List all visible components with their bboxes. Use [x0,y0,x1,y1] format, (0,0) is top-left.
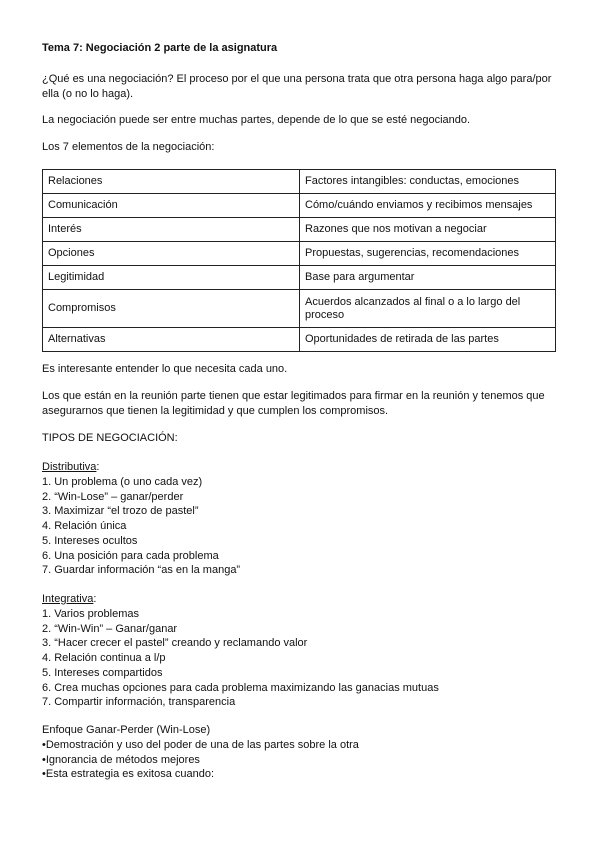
integrative-heading-label: Integrativa [42,593,94,605]
intro-question: ¿Qué es una negociación? El proceso por el que una persona trata que otra persona haga algo para/por ella (o no lo haga). [42,73,552,100]
table-row [43,242,556,266]
element-description: Factores intangibles: conductas, emociones [300,170,556,194]
table-row [43,290,556,328]
list-item: •Demostración y uso del poder de una de las partes sobre la otra [42,739,359,751]
element-description: Cómo/cuándo enviamos y recibimos mensajes [300,194,556,218]
distributive-heading [42,460,99,475]
page-title: Tema 7: Negociación 2 parte de la asignatura [42,42,278,54]
list-item: 4. Relación única [42,520,127,533]
element-description: Base para argumentar [300,266,556,290]
element-name: Interés [43,218,300,242]
element-description: Oportunidades de retirada de las partes [300,328,556,352]
element-name: Comunicación [43,194,300,218]
element-description: Propuestas, sugerencias, recomendaciones [300,242,556,266]
list-item: 2. “Win-Lose” – ganar/perder [42,490,184,503]
distributive-list [42,475,240,578]
distributive-heading-label: Distributiva [42,461,97,473]
integrative-heading [42,592,96,607]
list-item: 6. Crea muchas opciones para cada problema maximizando las ganacias mutuas [42,681,439,694]
table-row [43,194,556,218]
integrative-list [42,607,439,710]
table-row [43,328,556,352]
list-item: •Esta estrategia es exitosa cuando: [42,768,215,781]
list-item: 5. Intereses compartidos [42,666,163,679]
list-item: 1. Varios problemas [42,608,140,620]
legitimacy-paragraph: Los que están en la reunión parte tienen que estar legitimados para firmar en la reunión y tenemos que asegurarnos que tienen la legitimidad y que cumplen los compromisos. [42,390,545,417]
element-description: Acuerdos alcanzados al final o a lo largo del proceso [300,290,556,328]
element-name: Relaciones [43,170,300,194]
integrative-heading-colon: : [93,593,97,605]
element-description: Razones que nos motivan a negociar [300,218,556,242]
list-item: 1. Un problema (o uno cada vez) [42,476,203,488]
multi-party-paragraph: La negociación puede ser entre muchas partes, depende de lo que se esté negociando. [42,114,471,126]
element-name: Alternativas [43,328,300,352]
list-item: 4. Relación continua a l/p [42,652,166,665]
element-name: Legitimidad [43,266,300,290]
list-item: 3. Maximizar “el trozo de pastel” [42,505,199,518]
list-item: 5. Intereses ocultos [42,534,138,547]
distributive-heading-colon: : [96,461,100,473]
list-item: 3. “Hacer crecer el pastel” creando y reclamando valor [42,637,308,650]
win-lose-heading: Enfoque Ganar-Perder (Win-Lose) [42,724,211,736]
elements-heading: Los 7 elementos de la negociación: [42,141,215,153]
element-name: Compromisos [43,290,300,328]
list-item: 2. “Win-Win” – Ganar/ganar [42,622,178,635]
table-row [43,170,556,194]
table-row [43,218,556,242]
types-heading: TIPOS DE NEGOCIACIÓN: [42,432,178,444]
list-item: 7. Compartir información, transparencia [42,696,236,709]
table-row [43,266,556,290]
interesting-paragraph: Es interesante entender lo que necesita cada uno. [42,363,288,375]
list-item: •Ignorancia de métodos mejores [42,753,200,766]
list-item: 6. Una posición para cada problema [42,549,219,562]
element-name: Opciones [43,242,300,266]
win-lose-list [42,738,359,782]
elements-table [42,169,556,352]
list-item: 7. Guardar información “as en la manga” [42,564,241,577]
